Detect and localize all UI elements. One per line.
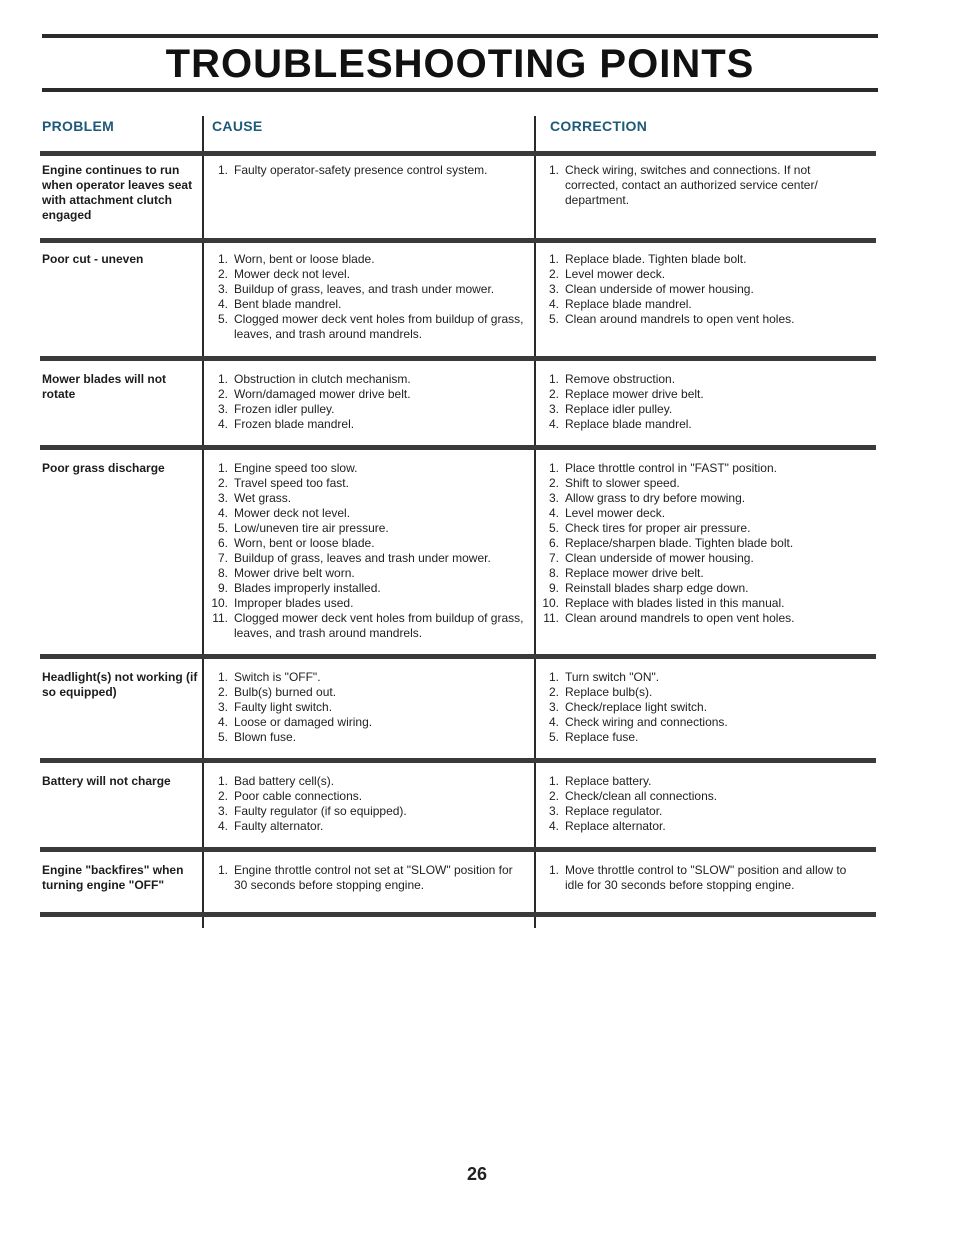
column-header-correction: CORRECTION — [550, 118, 648, 134]
cause-item — [206, 267, 528, 282]
item-number: 1. — [548, 163, 559, 177]
item-number: 4. — [548, 819, 559, 833]
cause-item — [206, 804, 528, 819]
title-bottom-rule — [42, 88, 878, 92]
top-rule — [42, 34, 878, 38]
item-number: 3. — [548, 700, 559, 714]
item-number: 4. — [217, 506, 228, 520]
correction-item — [537, 581, 867, 596]
item-text: Faulty operator-safety presence control system. — [234, 163, 488, 177]
cause-item — [206, 611, 528, 641]
cause-item — [206, 521, 528, 536]
row-separator — [40, 151, 876, 156]
item-text: Replace idler pulley. — [565, 402, 673, 416]
item-text: Blown fuse. — [234, 730, 297, 744]
cause-list — [206, 372, 528, 432]
item-text: Mower deck not level. — [234, 267, 351, 281]
item-text: Worn/damaged mower drive belt. — [234, 387, 411, 401]
item-number: 3. — [217, 402, 228, 416]
item-number: 2. — [217, 789, 228, 803]
item-number: 3. — [217, 804, 228, 818]
item-number: 1. — [548, 863, 559, 877]
item-text: Poor cable connections. — [234, 789, 363, 803]
item-number: 4. — [217, 819, 228, 833]
item-text: Allow grass to dry before mowing. — [565, 491, 746, 505]
item-number: 10. — [542, 596, 559, 610]
cause-item — [206, 461, 528, 476]
cause-list — [206, 774, 528, 834]
cause-item — [206, 700, 528, 715]
correction-item — [537, 730, 867, 745]
item-text: Bad battery cell(s). — [234, 774, 335, 788]
item-text: Mower deck not level. — [234, 506, 351, 520]
cause-item — [206, 312, 528, 342]
cause-item — [206, 730, 528, 745]
correction-item — [537, 789, 867, 804]
page-number: 26 — [466, 1164, 488, 1184]
item-number: 4. — [548, 715, 559, 729]
item-text: Frozen idler pulley. — [234, 402, 335, 416]
cause-list — [206, 163, 528, 178]
item-number: 3. — [548, 402, 559, 416]
cause-item — [206, 297, 528, 312]
item-text: Frozen blade mandrel. — [234, 417, 355, 431]
item-text: Buildup of grass, leaves and trash under mower. — [234, 551, 491, 565]
row-separator — [40, 912, 876, 917]
cause-item — [206, 282, 528, 297]
correction-list — [537, 372, 867, 432]
correction-item — [537, 506, 867, 521]
item-number: 1. — [548, 372, 559, 386]
item-number: 2. — [217, 267, 228, 281]
cause-item — [206, 417, 528, 432]
correction-item — [537, 252, 867, 267]
item-text: Bent blade mandrel. — [234, 297, 342, 311]
item-text: Remove obstruction. — [565, 372, 676, 386]
cause-item — [206, 774, 528, 789]
item-number: 5. — [217, 730, 228, 744]
item-text: Replace regulator. — [565, 804, 663, 818]
item-number: 3. — [217, 491, 228, 505]
correction-item — [537, 267, 867, 282]
problem-text: Headlight(s) not working (if so equipped) — [42, 670, 198, 699]
cause-list — [206, 670, 528, 745]
row-separator — [40, 445, 876, 450]
item-text: Faulty light switch. — [234, 700, 333, 714]
correction-item — [537, 596, 867, 611]
item-number: 11. — [212, 611, 228, 625]
item-text: Buildup of grass, leaves, and trash under mower. — [234, 282, 495, 296]
cause-item — [206, 863, 528, 893]
item-number: 8. — [548, 566, 559, 580]
correction-item — [537, 670, 867, 685]
item-text: Low/uneven tire air pressure. — [234, 521, 389, 535]
item-number: 1. — [217, 863, 228, 877]
row-separator — [40, 654, 876, 659]
item-number: 2. — [548, 476, 559, 490]
item-number: 1. — [217, 252, 228, 266]
cause-item — [206, 581, 528, 596]
correction-item — [537, 476, 867, 491]
item-number: 3. — [548, 804, 559, 818]
correction-item — [537, 372, 867, 387]
correction-item — [537, 863, 867, 893]
correction-item — [537, 819, 867, 834]
item-text: Improper blades used. — [234, 596, 354, 610]
item-text: Faulty alternator. — [234, 819, 324, 833]
item-text: Replace blade. Tighten blade bolt. — [565, 252, 747, 266]
cause-item — [206, 402, 528, 417]
cause-item — [206, 536, 528, 551]
row-separator — [40, 847, 876, 852]
cause-item — [206, 163, 528, 178]
problem-text: Poor cut - uneven — [42, 252, 144, 266]
correction-list — [537, 163, 867, 208]
item-text: Replace blade mandrel. — [565, 297, 692, 311]
correction-item — [537, 417, 867, 432]
item-number: 3. — [548, 491, 559, 505]
cause-item — [206, 670, 528, 685]
cause-item — [206, 596, 528, 611]
item-text: Worn, bent or loose blade. — [234, 252, 375, 266]
item-text: Obstruction in clutch mechanism. — [234, 372, 411, 386]
item-text: Clean underside of mower housing. — [565, 551, 754, 565]
item-text: Faulty regulator (if so equipped). — [234, 804, 407, 818]
item-number: 2. — [548, 267, 559, 281]
item-number: 1. — [217, 670, 228, 684]
correction-item — [537, 715, 867, 730]
item-text: Loose or damaged wiring. — [234, 715, 373, 729]
item-number: 1. — [217, 163, 228, 177]
problem-text: Engine "backfires" when turning engine "OFF" — [42, 863, 184, 892]
item-text: Clean around mandrels to open vent holes. — [565, 611, 795, 625]
item-number: 5. — [217, 521, 228, 535]
item-text: Switch is "OFF". — [234, 670, 321, 684]
page-title: TROUBLESHOOTING POINTS — [165, 42, 755, 86]
cause-list — [206, 863, 528, 893]
cause-item — [206, 491, 528, 506]
item-text: Engine speed too slow. — [234, 461, 358, 475]
correction-item — [537, 402, 867, 417]
item-number: 5. — [548, 521, 559, 535]
item-number: 6. — [217, 536, 228, 550]
item-number: 1. — [548, 461, 559, 475]
item-text: Replace bulb(s). — [565, 685, 653, 699]
item-number: 2. — [217, 685, 228, 699]
item-text: Clogged mower deck vent holes from buildup of grass, leaves, and trash around mandrels. — [234, 312, 524, 341]
item-number: 1. — [217, 774, 228, 788]
item-number: 1. — [548, 774, 559, 788]
item-text: Clean underside of mower housing. — [565, 282, 754, 296]
cause-item — [206, 387, 528, 402]
cause-item — [206, 551, 528, 566]
correction-list — [537, 774, 867, 834]
item-text: Travel speed too fast. — [234, 476, 349, 490]
correction-item — [537, 163, 867, 208]
item-number: 4. — [548, 506, 559, 520]
item-text: Mower drive belt worn. — [234, 566, 355, 580]
row-separator — [40, 758, 876, 763]
item-number: 5. — [548, 730, 559, 744]
item-number: 2. — [548, 685, 559, 699]
correction-list — [537, 461, 867, 626]
item-text: Wet grass. — [234, 491, 292, 505]
problem-text: Engine continues to run when operator leaves seat with attachment clutch engaged — [42, 163, 193, 222]
item-number: 9. — [217, 581, 228, 595]
item-text: Replace/sharpen blade. Tighten blade bolt. — [565, 536, 794, 550]
item-text: Worn, bent or loose blade. — [234, 536, 375, 550]
correction-item — [537, 461, 867, 476]
item-number: 3. — [548, 282, 559, 296]
item-text: Place throttle control in "FAST" position. — [565, 461, 777, 475]
cause-list — [206, 252, 528, 342]
cause-item — [206, 476, 528, 491]
correction-item — [537, 297, 867, 312]
item-number: 7. — [217, 551, 228, 565]
item-text: Clogged mower deck vent holes from buildup of grass, leaves, and trash around mandrels. — [234, 611, 524, 640]
item-number: 2. — [548, 789, 559, 803]
correction-item — [537, 491, 867, 506]
item-text: Replace fuse. — [565, 730, 639, 744]
item-number: 6. — [548, 536, 559, 550]
item-number: 3. — [217, 700, 228, 714]
item-text: Check wiring and connections. — [565, 715, 728, 729]
correction-item — [537, 387, 867, 402]
item-number: 1. — [548, 670, 559, 684]
item-number: 10. — [211, 596, 228, 610]
item-text: Check tires for proper air pressure. — [565, 521, 751, 535]
item-text: Level mower deck. — [565, 267, 666, 281]
problem-text: Battery will not charge — [42, 774, 171, 788]
problem-text: Poor grass discharge — [42, 461, 165, 475]
item-text: Replace alternator. — [565, 819, 666, 833]
item-number: 3. — [217, 282, 228, 296]
item-text: Replace mower drive belt. — [565, 387, 704, 401]
item-number: 9. — [548, 581, 559, 595]
correction-item — [537, 685, 867, 700]
item-text: Move throttle control to "SLOW" position and allow to idle for 30 seconds before stopping engine. — [565, 863, 847, 892]
item-number: 4. — [217, 715, 228, 729]
item-text: Level mower deck. — [565, 506, 666, 520]
item-text: Engine throttle control not set at "SLOW" position for 30 seconds before stopping engine. — [234, 863, 513, 892]
cause-item — [206, 789, 528, 804]
correction-item — [537, 551, 867, 566]
row-separator — [40, 238, 876, 243]
item-number: 1. — [217, 461, 228, 475]
item-text: Check wiring, switches and connections. If not corrected, contact an authorized service center/ department. — [565, 163, 818, 207]
item-number: 7. — [548, 551, 559, 565]
cause-item — [206, 819, 528, 834]
correction-item — [537, 774, 867, 789]
correction-item — [537, 804, 867, 819]
item-text: Reinstall blades sharp edge down. — [565, 581, 749, 595]
item-number: 4. — [548, 297, 559, 311]
item-number: 2. — [217, 387, 228, 401]
item-text: Replace with blades listed in this manual. — [565, 596, 785, 610]
item-number: 5. — [548, 312, 559, 326]
cause-item — [206, 566, 528, 581]
correction-item — [537, 566, 867, 581]
item-text: Replace battery. — [565, 774, 652, 788]
correction-list — [537, 252, 867, 327]
cause-item — [206, 372, 528, 387]
item-text: Clean around mandrels to open vent holes. — [565, 312, 795, 326]
item-number: 4. — [548, 417, 559, 431]
item-number: 4. — [217, 417, 228, 431]
item-text: Bulb(s) burned out. — [234, 685, 337, 699]
row-separator — [40, 356, 876, 361]
item-text: Turn switch "ON". — [565, 670, 660, 684]
item-text: Replace mower drive belt. — [565, 566, 704, 580]
problem-text: Mower blades will not rotate — [42, 372, 167, 401]
item-number: 2. — [548, 387, 559, 401]
cause-list — [206, 461, 528, 641]
cause-item — [206, 715, 528, 730]
item-text: Check/replace light switch. — [565, 700, 708, 714]
item-text: Blades improperly installed. — [234, 581, 381, 595]
correction-item — [537, 536, 867, 551]
item-number: 8. — [217, 566, 228, 580]
correction-item — [537, 521, 867, 536]
correction-item — [537, 312, 867, 327]
item-text: Shift to slower speed. — [565, 476, 680, 490]
cause-item — [206, 685, 528, 700]
correction-item — [537, 700, 867, 715]
cause-item — [206, 506, 528, 521]
correction-list — [537, 670, 867, 745]
item-text: Check/clean all connections. — [565, 789, 718, 803]
item-number: 2. — [217, 476, 228, 490]
cause-item — [206, 252, 528, 267]
correction-item — [537, 282, 867, 297]
item-number: 4. — [217, 297, 228, 311]
correction-list — [537, 863, 867, 893]
correction-item — [537, 611, 867, 626]
item-number: 1. — [217, 372, 228, 386]
item-number: 5. — [217, 312, 228, 326]
item-number: 1. — [548, 252, 559, 266]
item-text: Replace blade mandrel. — [565, 417, 692, 431]
item-number: 11. — [543, 611, 559, 625]
column-header-cause: CAUSE — [212, 118, 263, 134]
column-header-problem: PROBLEM — [42, 118, 115, 134]
